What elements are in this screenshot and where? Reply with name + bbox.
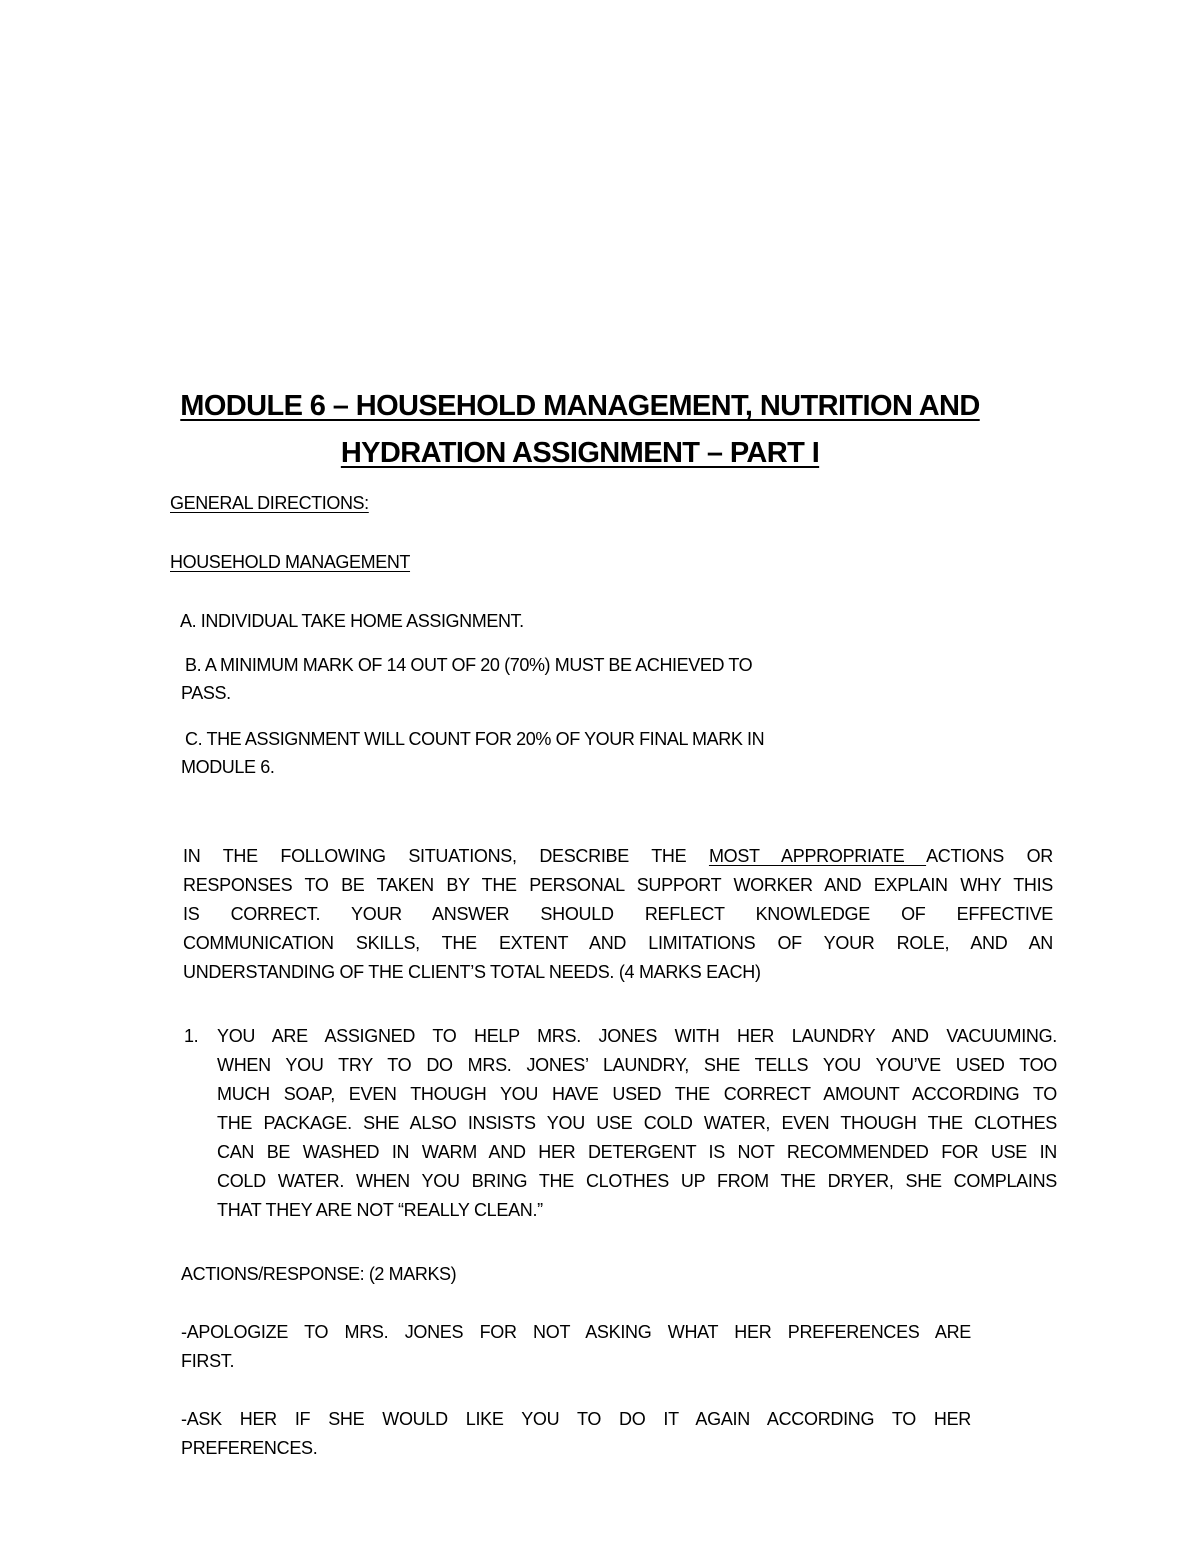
question-1-row: WHEN YOU TRY TO DO MRS. JONES’ LAUNDRY, SHE TELLS YOU YOU’VE USED TOO xyxy=(217,1055,1057,1075)
response-row: -ASK HER IF SHE WOULD LIKE YOU TO DO IT AGAIN ACCORDING TO HER xyxy=(181,1409,971,1429)
household-management-heading: HOUSEHOLD MANAGEMENT xyxy=(170,552,411,572)
most-appropriate-emphasis: MOST APPROPRIATE xyxy=(708,846,927,866)
instructions-row-5: UNDERSTANDING OF THE CLIENT’S TOTAL NEEDS. (4 MARKS EACH) xyxy=(183,962,761,982)
direction-b-line-1: B. A MINIMUM MARK OF 14 OUT OF 20 (70%) MUST BE ACHIEVED TO xyxy=(185,655,753,675)
instructions-row-4: COMMUNICATION SKILLS, THE EXTENT AND LIMITATIONS OF YOUR ROLE, AND AN xyxy=(183,933,1053,953)
question-1-text xyxy=(217,1022,1057,1225)
instructions-row-2: RESPONSES TO BE TAKEN BY THE PERSONAL SUPPORT WORKER AND EXPLAIN WHY THIS xyxy=(183,875,1053,895)
instructions-lead: IN THE FOLLOWING SITUATIONS, DESCRIBE THE xyxy=(183,846,709,866)
direction-c-line-2: MODULE 6. xyxy=(181,757,275,777)
document-title-line-2: HYDRATION ASSIGNMENT – PART I xyxy=(340,437,820,469)
response-row: PREFERENCES. xyxy=(181,1438,318,1458)
instructions-row-1-tail: ACTIONS OR xyxy=(926,846,1054,866)
instructions-paragraph xyxy=(183,842,1053,987)
direction-b-line-2: PASS. xyxy=(181,683,231,703)
response-row: -APOLOGIZE TO MRS. JONES FOR NOT ASKING WHAT HER PREFERENCES ARE xyxy=(181,1322,971,1342)
response-row: FIRST. xyxy=(181,1351,235,1371)
question-1-row: THE PACKAGE. SHE ALSO INSISTS YOU USE COLD WATER, EVEN THOUGH THE CLOTHES xyxy=(217,1113,1057,1133)
question-1-row: THAT THEY ARE NOT “REALLY CLEAN.” xyxy=(217,1200,543,1220)
document-title-line-1: MODULE 6 – HOUSEHOLD MANAGEMENT, NUTRITION AND xyxy=(180,390,980,422)
direction-a: A. INDIVIDUAL TAKE HOME ASSIGNMENT. xyxy=(180,611,524,631)
instructions-row-3: IS CORRECT. YOUR ANSWER SHOULD REFLECT KNOWLEDGE OF EFFECTIVE xyxy=(183,904,1053,924)
response-item xyxy=(181,1318,971,1376)
actions-response-label: ACTIONS/RESPONSE: (2 MARKS) xyxy=(181,1264,457,1284)
response-item xyxy=(181,1405,971,1463)
instructions-row-1 xyxy=(183,842,1053,871)
general-directions-heading: GENERAL DIRECTIONS: xyxy=(170,493,369,513)
question-1-row: MUCH SOAP, EVEN THOUGH YOU HAVE USED THE CORRECT AMOUNT ACCORDING TO xyxy=(217,1084,1057,1104)
question-1-row: CAN BE WASHED IN WARM AND HER DETERGENT IS NOT RECOMMENDED FOR USE IN xyxy=(217,1142,1057,1162)
question-1-row: COLD WATER. WHEN YOU BRING THE CLOTHES UP FROM THE DRYER, SHE COMPLAINS xyxy=(217,1171,1057,1191)
question-1-row: YOU ARE ASSIGNED TO HELP MRS. JONES WITH HER LAUNDRY AND VACUUMING. xyxy=(217,1026,1057,1046)
question-1-number: 1. xyxy=(184,1026,199,1046)
direction-c-line-1: C. THE ASSIGNMENT WILL COUNT FOR 20% OF YOUR FINAL MARK IN xyxy=(185,729,765,749)
